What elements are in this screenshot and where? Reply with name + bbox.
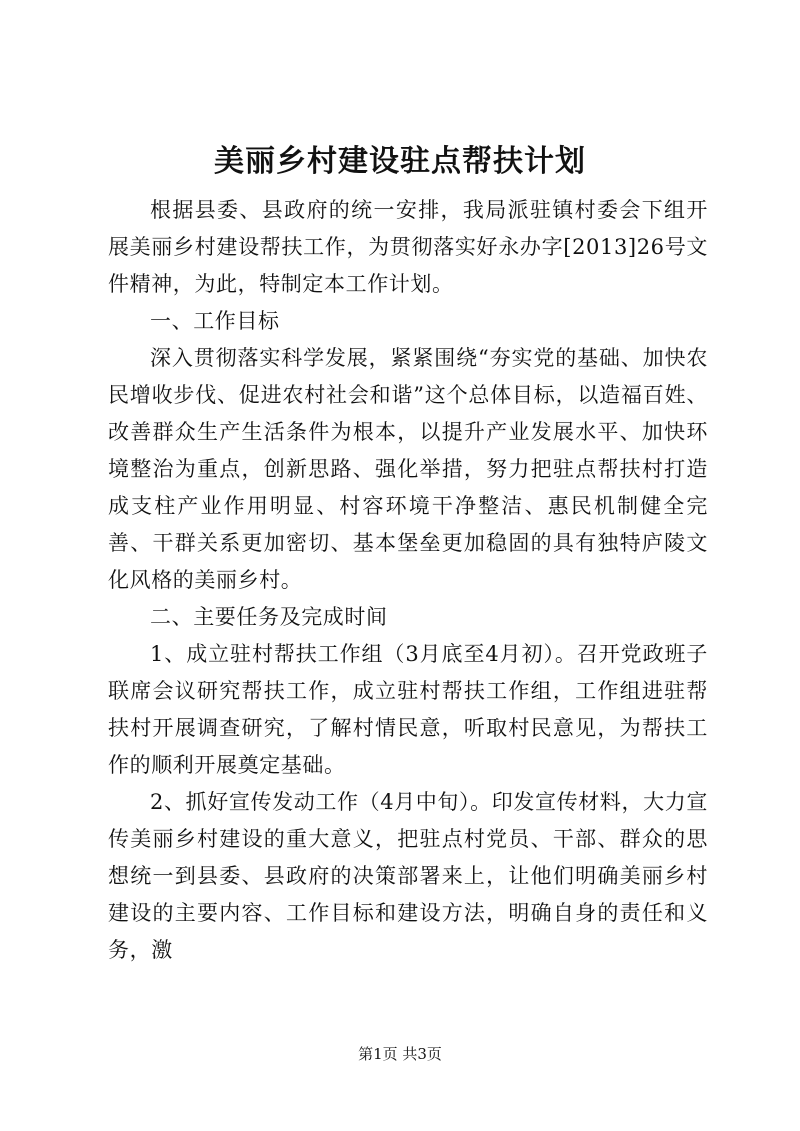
page-number: 第1页 共3页 xyxy=(358,1045,442,1063)
page-footer xyxy=(0,1044,800,1064)
paragraph-intro: 根据县委、县政府的统一安排，我局派驻镇村委会下组开展美丽乡村建设帮扶工作，为贯彻落实好永办字[2013]26号文件精神，为此，特制定本工作计划。 xyxy=(108,198,708,296)
paragraph-work-goal: 深入贯彻落实科学发展，紧紧围绕“夯实党的基础、加快农民增收步伐、促进农村社会和谐”这个总体目标，以造福百姓、改善群众生产生活条件为根本，以提升产业发展水平、加快环境整治为重点，创新思路、强化举措，努力把驻点帮扶村打造成支柱产业作用明显、村容环境干净整洁、惠民机制健全完善、干群关系更加密切、基本堡垒更加稳固的具有独特庐陵文化风格的美丽乡村。 xyxy=(108,346,708,592)
heading-work-goal: 一、工作目标 xyxy=(150,309,280,333)
heading-main-tasks: 二、主要任务及完成时间 xyxy=(150,605,388,629)
paragraph-task-1: 1、成立驻村帮扶工作组（3月底至4月初）。召开党政班子联席会议研究帮扶工作，成立驻村帮扶工作组，工作组进驻帮扶村开展调查研究，了解村情民意，听取村民意见，为帮扶工作的顺利开展奠定基础。 xyxy=(108,642,708,777)
document-body xyxy=(108,192,708,969)
document-title: 美丽乡村建设驻点帮扶计划 xyxy=(214,144,586,179)
paragraph-task-2: 2、抓好宣传发动工作（4月中旬）。印发宣传材料，大力宣传美丽乡村建设的重大意义，把驻点村党员、干部、群众的思想统一到县委、县政府的决策部署来上，让他们明确美丽乡村建设的主要内容、工作目标和建设方法，明确自身的责任和义务，激 xyxy=(108,790,708,962)
